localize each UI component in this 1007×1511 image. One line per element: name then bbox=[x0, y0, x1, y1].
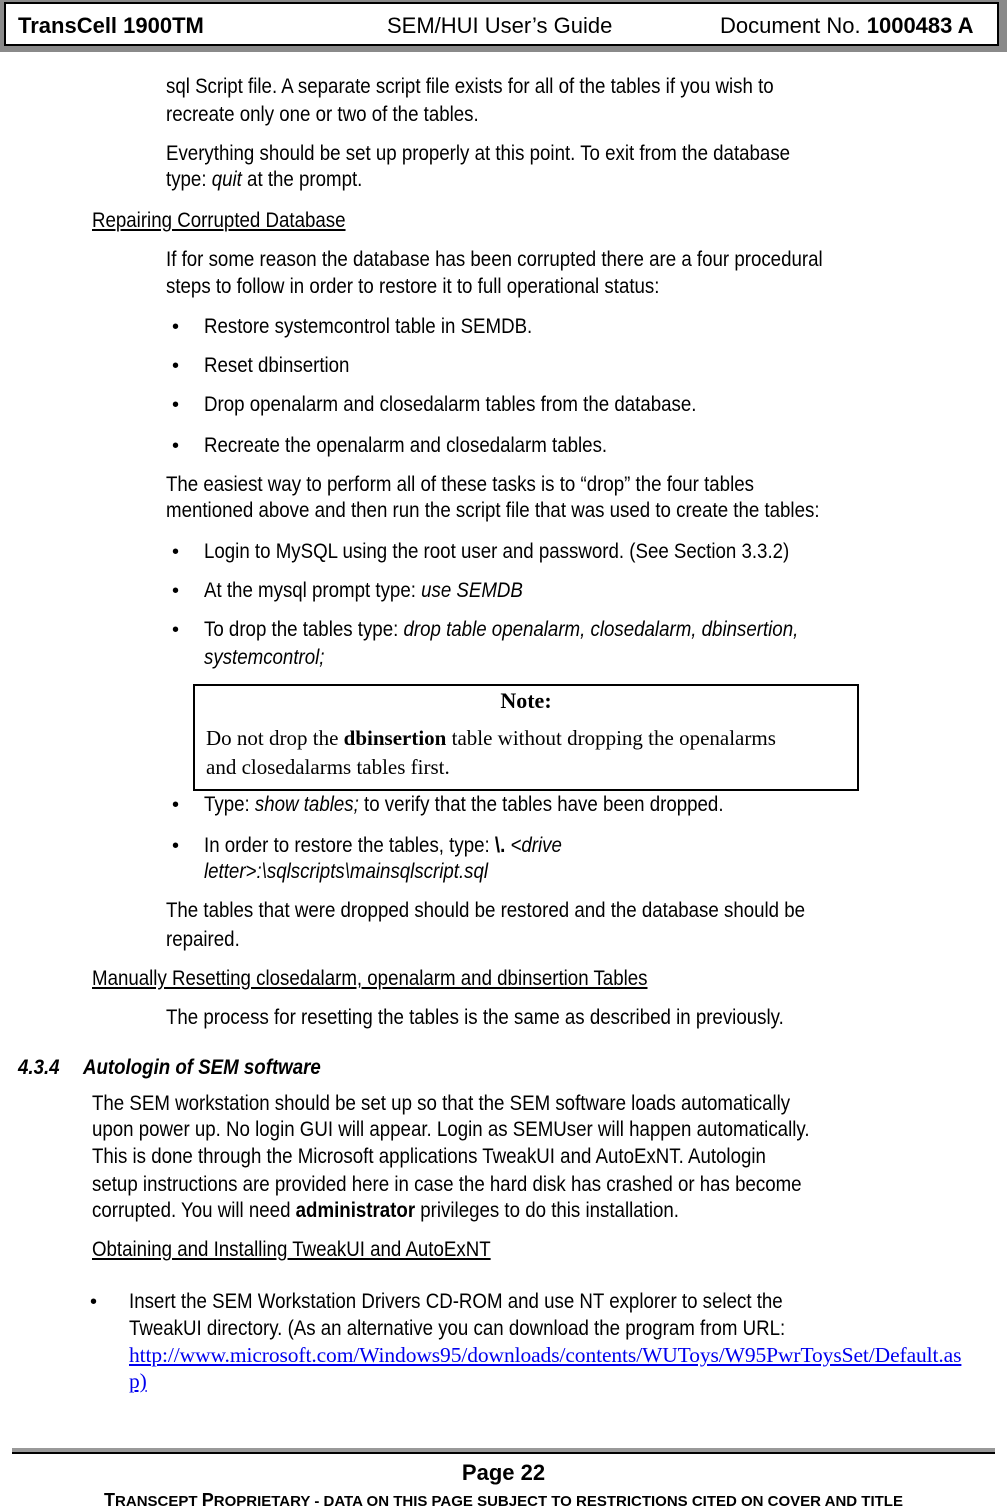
bullet: • bbox=[172, 794, 180, 816]
list-item: Reset dbinsertion bbox=[204, 354, 350, 377]
subheading-obtaining: Obtaining and Installing TweakUI and AutoExNT bbox=[92, 1238, 491, 1261]
note-title: Note: bbox=[500, 688, 552, 713]
paragraph-line bbox=[92, 1198, 679, 1224]
paragraph-line: mentioned above and then run the script file that was used to create the tables: bbox=[166, 499, 820, 522]
command-text: systemcontrol; bbox=[204, 646, 325, 669]
bullet: • bbox=[172, 835, 180, 857]
list-item bbox=[204, 617, 798, 643]
text: corrupted. You will need bbox=[92, 1199, 296, 1222]
bullet: • bbox=[172, 541, 180, 563]
paragraph-line: The process for resetting the tables is the same as described in previously. bbox=[166, 1006, 784, 1029]
bullet: • bbox=[172, 355, 180, 377]
paragraph-line: The easiest way to perform all of these tasks is to “drop” the four tables bbox=[166, 473, 754, 496]
paragraph-line: sql Script file. A separate script file exists for all of the tables if you wish to bbox=[166, 75, 774, 98]
bold-text: dbinsertion bbox=[343, 726, 447, 750]
header-doc-number bbox=[720, 13, 974, 39]
subheading-repairing: Repairing Corrupted Database bbox=[92, 209, 346, 232]
list-item: Restore systemcontrol table in SEMDB. bbox=[204, 315, 533, 338]
section-title: Autologin of SEM software bbox=[83, 1056, 321, 1079]
list-item bbox=[204, 833, 562, 859]
list-item bbox=[204, 578, 523, 604]
tweakui-download-link-cont[interactable]: p) bbox=[129, 1369, 147, 1393]
bullet: • bbox=[172, 316, 180, 338]
paragraph-line: The tables that were dropped should be restored and the database should be bbox=[166, 899, 806, 922]
text: ROPRIETARY - DATA ON THIS PAGE SUBJECT TO RESTRICTIONS CITED ON COVER AND TITLE bbox=[213, 1493, 903, 1510]
text: RANSCEPT bbox=[115, 1493, 202, 1510]
paragraph-line: This is done through the Microsoft applications TweakUI and AutoExNT. Autologin bbox=[92, 1145, 766, 1168]
text: at the prompt. bbox=[241, 168, 363, 191]
footer-divider bbox=[12, 1452, 995, 1454]
bullet: • bbox=[172, 435, 180, 457]
paragraph-line: recreate only one or two of the tables. bbox=[166, 103, 479, 126]
note-line: and closedalarms tables first. bbox=[206, 755, 450, 779]
paragraph-line: If for some reason the database has been corrupted there are a four procedural bbox=[166, 248, 823, 271]
note-box bbox=[193, 684, 859, 791]
bullet: • bbox=[90, 1291, 98, 1313]
text: to verify that the tables have been dropped. bbox=[358, 793, 724, 816]
command-text: quit bbox=[211, 168, 242, 191]
page-number: Page 22 bbox=[461, 1460, 546, 1485]
note-line bbox=[206, 726, 776, 751]
paragraph-line: upon power up. No login GUI will appear. Login as SEMUser will happen automatically. bbox=[92, 1118, 810, 1141]
text: Do not drop the bbox=[206, 726, 344, 750]
list-item: Drop openalarm and closedalarm tables from the database. bbox=[204, 393, 697, 416]
command-text: drop table openalarm, closedalarm, dbinsertion, bbox=[403, 618, 799, 641]
paragraph-line: repaired. bbox=[166, 928, 240, 951]
paragraph-line: The SEM workstation should be set up so that the SEM software loads automatically bbox=[92, 1092, 791, 1115]
command-text: letter>:\sqlscripts\mainsqlscript.sql bbox=[204, 860, 489, 883]
bold-text: administrator bbox=[295, 1199, 416, 1222]
list-item: Login to MySQL using the root user and password. (See Section 3.3.2) bbox=[204, 540, 790, 563]
paragraph-line: steps to follow in order to restore it to full operational status: bbox=[166, 275, 660, 298]
text: type: bbox=[166, 168, 212, 191]
text: table without dropping the openalarms bbox=[446, 726, 776, 750]
text: In order to restore the tables, type: bbox=[204, 834, 495, 857]
bullet: • bbox=[172, 394, 180, 416]
text: At the mysql prompt type: bbox=[204, 579, 422, 602]
text: T bbox=[104, 1490, 116, 1510]
paragraph-line bbox=[166, 167, 362, 193]
header-guide-title: SEM/HUI User’s Guide bbox=[387, 13, 613, 38]
command-text: \. bbox=[494, 834, 506, 857]
list-item: Insert the SEM Workstation Drivers CD-ROM and use NT explorer to select the bbox=[129, 1290, 783, 1313]
list-item bbox=[204, 792, 724, 818]
text: To drop the tables type: bbox=[204, 618, 404, 641]
list-item: Recreate the openalarm and closedalarm tables. bbox=[204, 434, 608, 457]
subheading-manually-resetting: Manually Resetting closedalarm, openalarm and dbinsertion Tables bbox=[92, 967, 648, 990]
command-text: <drive bbox=[505, 834, 562, 857]
command-text: show tables; bbox=[254, 793, 359, 816]
list-item: TweakUI directory. (As an alternative you can download the program from URL: bbox=[129, 1317, 786, 1340]
tweakui-download-link[interactable]: http://www.microsoft.com/Windows95/downloads/contents/WUToys/W95PwrToysSet/Default.as bbox=[129, 1343, 962, 1367]
section-number: 4.3.4 bbox=[18, 1056, 60, 1079]
text: P bbox=[201, 1490, 214, 1510]
text: Type: bbox=[204, 793, 255, 816]
doc-number: 1000483 A bbox=[866, 13, 974, 38]
paragraph-line: setup instructions are provided here in case the hard disk has crashed or has become bbox=[92, 1173, 802, 1196]
doc-label: Document No. bbox=[720, 13, 867, 38]
page-header bbox=[0, 0, 1007, 52]
header-box bbox=[4, 2, 999, 46]
bullet: • bbox=[172, 580, 180, 602]
command-text: use SEMDB bbox=[421, 579, 523, 602]
header-product: TransCell 1900TM bbox=[18, 13, 204, 38]
bullet: • bbox=[172, 619, 180, 641]
text: privileges to do this installation. bbox=[415, 1199, 679, 1222]
paragraph-line: Everything should be set up properly at this point. To exit from the database bbox=[166, 142, 791, 165]
